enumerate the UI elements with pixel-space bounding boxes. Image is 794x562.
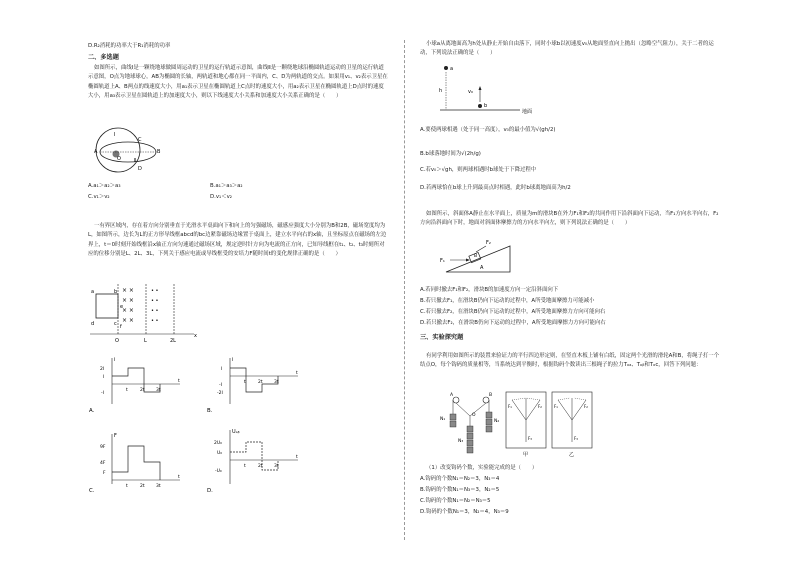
graph-b-label: B. [207, 408, 213, 414]
q4-option-d: D.若只撤去F₂，在滑块B仍向下运动的过程中，A所受地面摩擦力方向可能向右 [420, 320, 606, 326]
q4-option-b: B.若只撤去F₁，在滑块B仍向下运动的过程中，A所受地面摩擦力可能减小 [420, 298, 595, 304]
svg-text:t: t [244, 380, 246, 385]
point-O: O [117, 156, 121, 162]
svg-text:O: O [472, 413, 476, 418]
svg-text:2U₀: 2U₀ [214, 441, 222, 446]
q1-stem: 如图所示，曲线Ⅰ是一颗绕地球做圆周运动的卫星的运行轨道示意图，曲线Ⅱ是一颗绕地球沿椭圆轨道运动的卫星的运行轨道示意图，O点为地球球心，AB为椭圆的长轴，两轨道和地心都在同一平面内，C、D为两轨道的交点。如果用v₁、v₂表示卫星在椭圆轨道上A、B两点的线速度大小，用a₁表示卫星在椭圆轨道上C点时的速度大小，用a₂表示卫星在椭圆轨道上D点时的速度大小，用a₃表示卫星在圆轨道上的加速度大小，则以下线速度大小关系和加速度大小关系正确的是（ ） [88, 65, 388, 100]
q5-sub-question-1: （1）改变钩码个数，实验能完成的是（ ） [426, 465, 538, 471]
graph-c-ylabel: F [114, 433, 117, 439]
svg-text:I: I [103, 375, 105, 380]
svg-text:× ×: × × [122, 297, 134, 304]
svg-text:3t: 3t [156, 388, 161, 393]
svg-text:F₂: F₂ [584, 404, 588, 409]
incline-A [446, 246, 510, 272]
svg-text:-I: -I [219, 383, 222, 388]
column-divider [404, 40, 405, 540]
q2-stem: 一有界区域内，存在着方向分别垂直于光滑水平桌面向下和向上的匀强磁场，磁感应强度大小分别为B和2B，磁场宽度均为L，如图所示，边长为L的正方形导线框abcd的bc边紧靠磁场边缘置于桌面上，建立水平向右的x轴，且坐标原点在磁场的左边界上，t＝0时刻开始线框沿x轴正方向匀速通过磁场区域，规定逆时针方向为电流的正方向，已知导线框在t₁、t₂、t₃时刻所对应的位移分别是L、2L、3L，下列关于感应电流或导线框受的安培力F随时间t的变化规律正确的是（ ） [88, 223, 387, 258]
q2-field-figure [90, 282, 200, 344]
svg-text:F₁: F₁ [554, 404, 558, 409]
point-D: D [138, 166, 142, 172]
svg-text:t: t [296, 455, 298, 460]
q4-option-a: A.若同时撤去F₁和F₂，滑块B的加速度方向一定沿斜面向下 [420, 287, 559, 293]
ball-b [478, 104, 482, 108]
label-A: A [480, 265, 484, 271]
graph-c-label: C. [89, 488, 95, 494]
svg-text:-2I: -2I [217, 391, 223, 396]
corner-a: a [91, 289, 95, 295]
svg-text:× ×: × × [122, 317, 134, 324]
corner-d: d [91, 321, 95, 327]
q2-graph-b [207, 356, 300, 414]
diagram-jia-label: 甲 [523, 452, 529, 458]
tick-L: L [144, 338, 147, 344]
circular-orbit-I [96, 128, 140, 172]
svg-text:I: I [221, 367, 223, 372]
svg-text:3t: 3t [274, 380, 279, 385]
previous-question-option-d: D.R₂消耗的功率大于R₁消耗的功率 [88, 43, 171, 49]
svg-text:t: t [296, 371, 298, 376]
label-e: e [120, 304, 124, 310]
graph-d-ylabel: Uₐᵦ [232, 429, 240, 435]
q5-figures [436, 390, 596, 462]
point-A: A [94, 149, 98, 155]
tick-2L: 2L [170, 338, 176, 344]
q4-stem: 如图所示，斜面体A静止在水平面上，质量为m的滑块B在外力F₁和F₂的共同作用下沿斜面向下运动，当F₁方向水平向右，F₂方向沿斜面向下时，地面对斜面体摩擦力的方向水平向左，则下列说法正确的是（ ） [420, 211, 719, 227]
svg-text:F₁: F₁ [508, 404, 512, 409]
label-F1: F₁ [440, 258, 445, 264]
svg-text:F₃: F₃ [528, 436, 532, 441]
svg-text:3t: 3t [274, 464, 279, 469]
graph-d-label: D. [207, 488, 213, 494]
label-v0: v₀ [468, 89, 473, 95]
q3-figure [440, 62, 540, 118]
svg-text:2t: 2t [140, 484, 145, 489]
svg-text:F: F [103, 471, 106, 476]
label-F2: F₂ [486, 240, 491, 246]
svg-text:• •: • • [151, 288, 159, 294]
svg-text:• •: • • [151, 298, 159, 304]
svg-text:A: A [450, 393, 454, 398]
orbit-label-I: Ⅰ [114, 132, 116, 138]
svg-text:4F: 4F [100, 461, 106, 466]
q2-graph-c [89, 432, 182, 494]
svg-text:× ×: × × [122, 307, 134, 314]
axis-x: x [194, 333, 197, 339]
svg-text:t: t [178, 379, 180, 384]
svg-text:F₃: F₃ [574, 436, 578, 441]
svg-text:U₀: U₀ [217, 451, 223, 456]
label-B: B [474, 254, 478, 259]
svg-text:-U₀: -U₀ [215, 469, 222, 474]
corner-c: c [114, 321, 117, 327]
q2-graph-a [89, 356, 182, 414]
svg-text:2t: 2t [258, 464, 263, 469]
section-multiple-choice-heading: 二、多选题 [88, 54, 119, 61]
q1-option-b: B.a₁＞a₃＞a₂ [210, 183, 243, 189]
svg-text:2I: 2I [100, 367, 105, 372]
q3-option-a: A.要使两球相遇（处于同一高度），v₀的最小值为√(gh/2) [420, 127, 556, 133]
point-C: C [138, 137, 142, 143]
orbit-label-II: Ⅱ [134, 158, 137, 164]
pulley-A [453, 397, 459, 403]
svg-text:t: t [126, 484, 128, 489]
q3-option-d: D.若两球恰在b球上升到最高点时相遇，此时b球离地面高为h/2 [420, 185, 571, 191]
svg-text:2t: 2t [140, 388, 145, 393]
svg-text:2t: 2t [258, 380, 263, 385]
q3-stem: 小球a从离地面高为h处从静止开始自由落下，同时小球b以初速度v₀从地面竖直向上抛出（忽略空气阻力），关于二者的运动，下列说法正确的是（ ） [420, 41, 714, 57]
q1-option-d: D.v₁＜v₂ [210, 194, 232, 200]
graph-a-label: A. [89, 408, 95, 414]
corner-b: b [114, 289, 118, 295]
svg-text:t: t [244, 464, 246, 469]
svg-text:× ×: × × [122, 287, 134, 294]
q3-option-b: B.b球落地时间为√(2h/g) [420, 151, 481, 157]
svg-text:F₂: F₂ [538, 404, 542, 409]
ball-a [444, 66, 448, 70]
svg-text:3t: 3t [156, 484, 161, 489]
svg-text:• •: • • [151, 318, 159, 324]
q5-option-d: D.钩码的个数N₁＝3，N₂＝4，N₃＝9 [420, 509, 509, 515]
q5-option-b: B.钩码的个数N₁＝N₃＝3，N₂＝5 [420, 487, 500, 493]
label-b: b [484, 103, 488, 109]
q5-option-a: A.钩码的个数N₁＝N₂＝3，N₃＝4 [420, 476, 500, 482]
svg-text:-I: -I [101, 391, 104, 396]
graph-a-ylabel: i [114, 357, 116, 363]
label-h: h [439, 88, 443, 94]
q1-orbit-figure [90, 124, 160, 176]
svg-text:N₂: N₂ [494, 419, 500, 424]
q1-option-c: C.v₁＞v₂ [88, 194, 110, 200]
q2-graph-d [207, 428, 300, 494]
point-B: B [157, 149, 161, 155]
svg-text:t: t [178, 475, 180, 480]
svg-text:9F: 9F [100, 445, 106, 450]
label-ground: 地面 [522, 109, 533, 115]
q5-option-c: C.钩码的个数N₁＝N₂＝N₃＝5 [420, 498, 491, 504]
section-experiment-heading: 三、实验探究题 [420, 334, 464, 341]
label-a: a [450, 66, 454, 72]
label-f: f [120, 324, 122, 330]
svg-text:B: B [489, 393, 493, 398]
svg-text:• •: • • [151, 308, 159, 314]
q3-option-c: C.若v₀＞√gh，则两球相遇时b球处于下降过程中 [420, 167, 537, 173]
q4-incline-figure [440, 236, 520, 276]
q4-option-c: C.若只撤去F₂，在滑块B仍向下运动的过程中，A所受地面摩擦力方向可能向右 [420, 309, 606, 315]
diagram-yi-label: 乙 [569, 452, 575, 458]
origin-O: O [115, 338, 119, 344]
wire-frame [96, 294, 118, 318]
graph-b-ylabel: i [232, 357, 234, 363]
q5-stem: 有同学利用如图所示的装置来验证力的平行四边形定则，在竖直木板上铺有白纸，固定两个光滑的滑轮A和B，将绳子打一个结点O，每个钩码的质量相等，当系统达到平衡时，根据钩码个数读出三根绳子的拉力Tₒₐ、Tₒᵦ和Tₒc，回答下列问题： [420, 353, 720, 369]
q1-option-a: A.a₁＞a₂＞a₃ [88, 183, 121, 189]
svg-text:N₁: N₁ [440, 417, 446, 422]
svg-text:N₃: N₃ [458, 439, 464, 444]
svg-text:t: t [126, 388, 128, 393]
